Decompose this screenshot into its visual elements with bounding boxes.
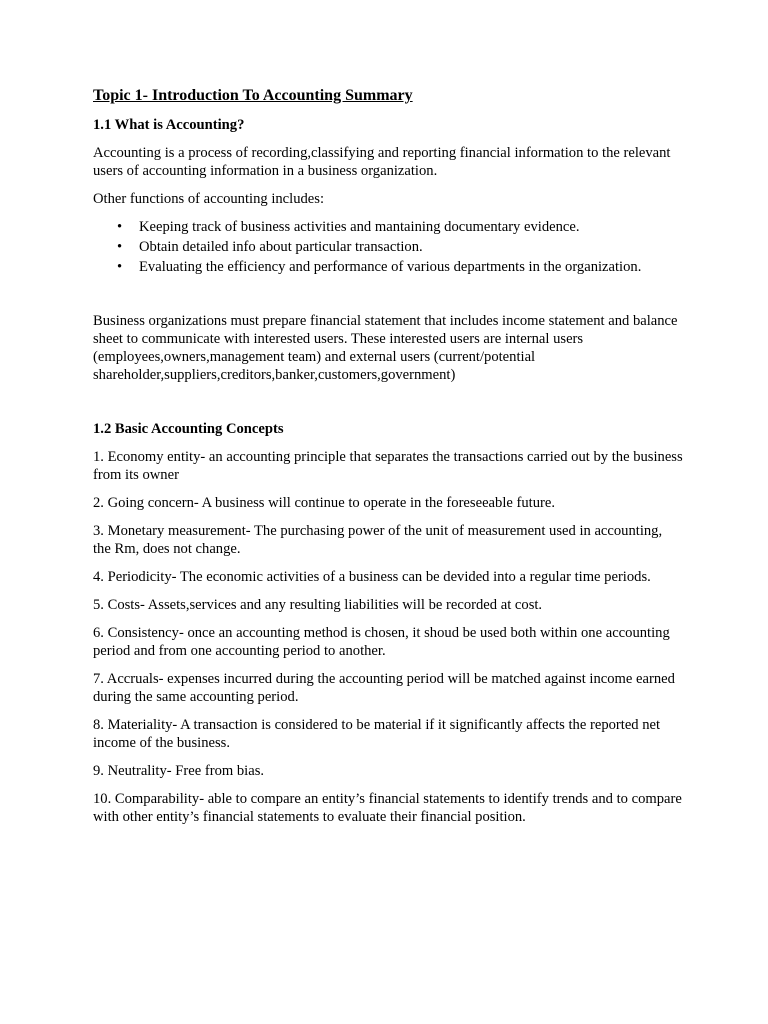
spacer bbox=[93, 286, 683, 312]
concept-item: 4. Periodicity- The economic activities of a business can be devided into a regular time periods. bbox=[93, 569, 651, 585]
concept-item: 5. Costs- Assets,services and any resulting liabilities will be recorded at cost. bbox=[93, 597, 543, 613]
functions-bullet-list bbox=[93, 218, 683, 276]
bullet-icon: • bbox=[117, 239, 123, 255]
list-item bbox=[93, 258, 683, 276]
financial-statements-paragraph: Business organizations must prepare financial statement that includes income statement and balance sheet to communicate with interested users. These interested users are internal users (employees,owners,management team) and external users (current/potential shareholder,suppliers,creditors,banker,customers,government) bbox=[93, 313, 678, 383]
accounting-definition-paragraph: Accounting is a process of recording,classifying and reporting financial information to the relevant users of accounting information in a business organization. bbox=[93, 145, 671, 179]
section-heading-basic-concepts: 1.2 Basic Accounting Concepts bbox=[93, 421, 284, 437]
bullet-icon: • bbox=[117, 259, 123, 275]
list-item-text: Obtain detailed info about particular transaction. bbox=[139, 239, 423, 255]
list-item-text: Evaluating the efficiency and performance of various departments in the organization. bbox=[139, 259, 642, 275]
document-page bbox=[93, 86, 683, 836]
section-heading-what-is-accounting: 1.1 What is Accounting? bbox=[93, 117, 245, 133]
document-title: Topic 1- Introduction To Accounting Summary bbox=[93, 87, 413, 104]
concept-item: 10. Comparability- able to compare an entity’s financial statements to identify trends and to compare with other entity’s financial statements to evaluate their financial position. bbox=[93, 791, 682, 825]
concept-item: 2. Going concern- A business will continue to operate in the foreseeable future. bbox=[93, 495, 555, 511]
spacer bbox=[93, 394, 683, 420]
list-item bbox=[93, 238, 683, 256]
list-item bbox=[93, 218, 683, 236]
concept-item: 9. Neutrality- Free from bias. bbox=[93, 763, 265, 779]
concept-item: 1. Economy entity- an accounting principle that separates the transactions carried out by the business from its owner bbox=[93, 449, 683, 483]
concepts-list bbox=[93, 448, 683, 826]
list-item-text: Keeping track of business activities and mantaining documentary evidence. bbox=[139, 219, 580, 235]
bullet-icon: • bbox=[117, 219, 123, 235]
concept-item: 8. Materiality- A transaction is considered to be material if it significantly affects the reported net income of the business. bbox=[93, 717, 661, 751]
other-functions-lead: Other functions of accounting includes: bbox=[93, 191, 325, 207]
concept-item: 3. Monetary measurement- The purchasing power of the unit of measurement used in accounting, the Rm, does not change. bbox=[93, 523, 663, 557]
concept-item: 7. Accruals- expenses incurred during the accounting period will be matched against income earned during the same accounting period. bbox=[93, 671, 675, 705]
concept-item: 6. Consistency- once an accounting method is chosen, it shoud be used both within one accounting period and from one accounting period to another. bbox=[93, 625, 670, 659]
